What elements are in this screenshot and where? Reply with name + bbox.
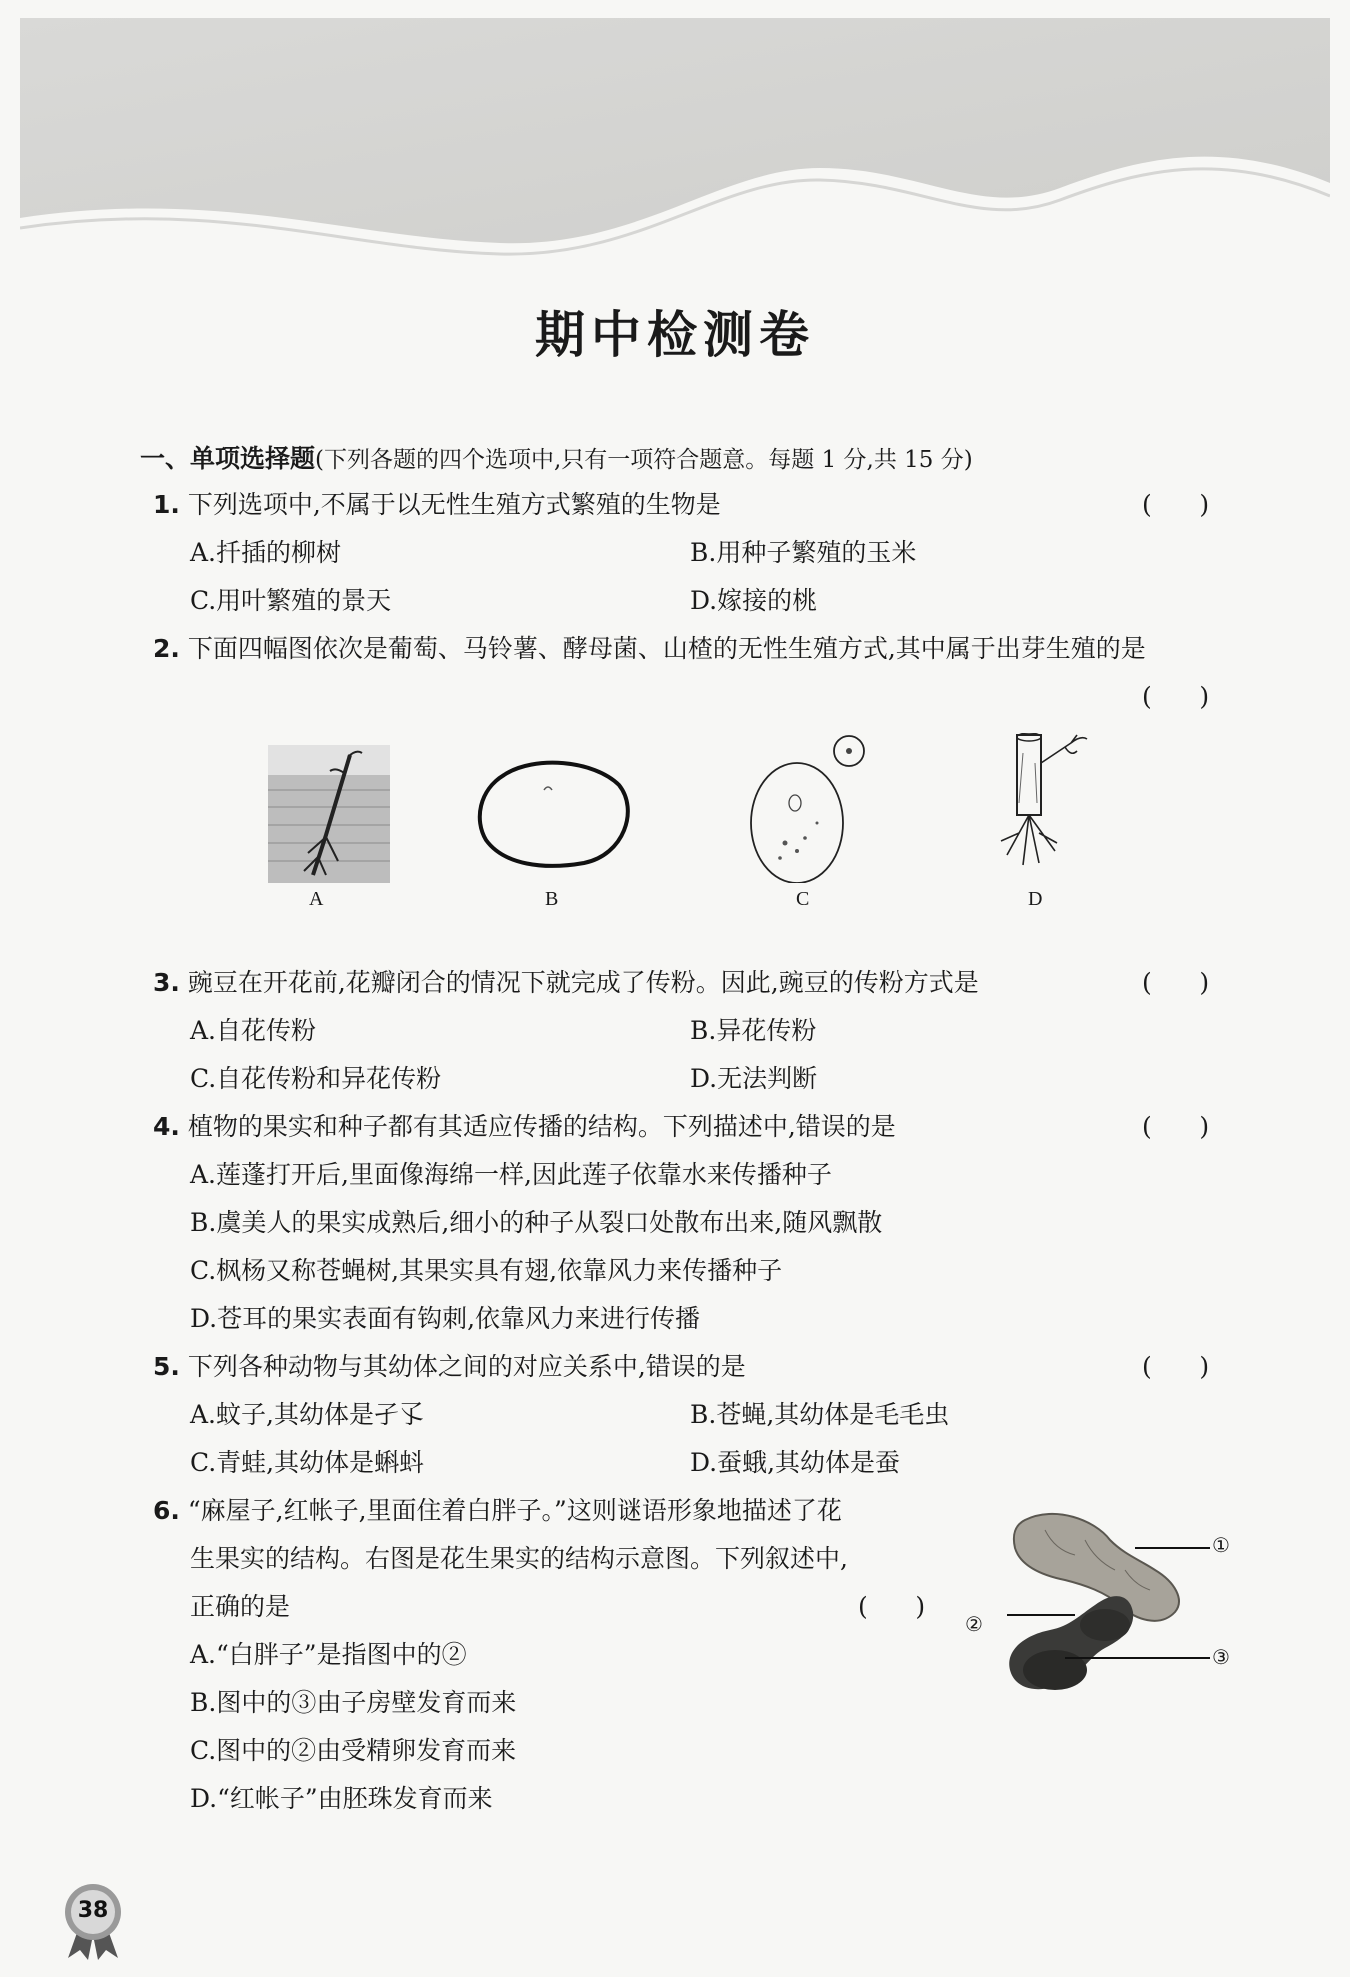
peanut-label-2: ② [965,1614,983,1636]
option-d: D.蚕蛾,其幼体是蚕 [690,1448,901,1477]
answer-paren: ( ) [1142,1352,1210,1381]
option-a: A.扦插的柳树 [190,538,342,567]
option-c: C.图中的②由受精卵发育而来 [190,1736,517,1765]
potato-figure [474,755,634,870]
option-c: C.青蛙,其幼体是蝌蚪 [190,1448,425,1477]
option-d: D.嫁接的桃 [690,586,818,615]
question-number: 5. [153,1352,180,1381]
option-b: B.虞美人的果实成熟后,细小的种子从裂口处散布出来,随风飘散 [190,1208,883,1237]
question-number: 2. [153,634,180,663]
option-c: C.自花传粉和异花传粉 [190,1064,442,1093]
yeast-budding-figure [745,733,875,883]
question-3 [153,968,979,998]
question-stem-line-3: 正确的是 [190,1592,291,1621]
question-stem: 下面四幅图依次是葡萄、马铃薯、酵母菌、山楂的无性生殖方式,其中属于出芽生殖的是 [187,634,1146,663]
answer-paren: ( ) [1142,682,1210,711]
question-stem: 下列选项中,不属于以无性生殖方式繁殖的生物是 [187,490,721,519]
question-stem: 植物的果实和种子都有其适应传播的结构。下列描述中,错误的是 [187,1112,896,1141]
option-b: B.苍蝇,其幼体是毛毛虫 [690,1400,950,1429]
option-a: A.“白胖子”是指图中的② [190,1640,467,1669]
question-2 [153,634,1146,664]
section-heading [140,444,973,475]
question-1 [153,490,721,520]
figure-label-b: B [545,888,559,910]
page-number: 38 [77,1898,109,1923]
figure-label-c: C [796,888,810,910]
figure-label-a: A [309,888,324,910]
answer-paren: ( ) [1142,1112,1210,1141]
question-number: 3. [153,968,180,997]
peanut-label-1: ① [1212,1535,1230,1557]
question-number: 4. [153,1112,180,1141]
option-a: A.蚊子,其幼体是孑孓 [190,1400,424,1429]
option-a: A.莲蓬打开后,里面像海绵一样,因此莲子依靠水来传播种子 [190,1160,832,1189]
option-d: D.无法判断 [690,1064,818,1093]
header-decoration [20,18,1330,278]
figure-label-d: D [1028,888,1043,910]
section-instructions: (下列各题的四个选项中,只有一项符合题意。每题 1 分,共 15 分) [315,447,973,473]
hawthorn-grafting-figure [995,733,1105,883]
option-c: C.枫杨又称苍蝇树,其果实具有翅,依靠风力来传播种子 [190,1256,783,1285]
question-5 [153,1352,746,1382]
answer-paren: ( ) [1142,968,1210,997]
option-b: B.图中的③由子房壁发育而来 [190,1688,517,1717]
option-d: D.苍耳的果实表面有钩刺,依靠风力来进行传播 [190,1304,701,1333]
peanut-label-3: ③ [1212,1647,1230,1669]
question-number: 1. [153,490,180,519]
question-6 [153,1496,842,1526]
grape-cutting-figure [268,745,390,883]
answer-paren: ( ) [858,1592,926,1621]
answer-paren: ( ) [1142,490,1210,519]
question-stem: 下列各种动物与其幼体之间的对应关系中,错误的是 [187,1352,746,1381]
question-stem-line-1: “麻屋子,红帐子,里面住着白胖子。”这则谜语形象地描述了花 [187,1496,842,1525]
question-stem-line-2: 生果实的结构。右图是花生果实的结构示意图。下列叙述中, [190,1544,848,1573]
page-title: 期中检测卷 [535,306,815,364]
option-d: D.“红帐子”由胚珠发育而来 [190,1784,493,1813]
question-number: 6. [153,1496,180,1525]
peanut-structure-figure [955,1500,1255,1730]
option-c: C.用叶繁殖的景天 [190,586,392,615]
section-title: 一、单项选择题 [140,444,316,473]
option-b: B.异花传粉 [690,1016,817,1045]
option-b: B.用种子繁殖的玉米 [690,538,917,567]
option-a: A.自花传粉 [190,1016,317,1045]
question-stem: 豌豆在开花前,花瓣闭合的情况下就完成了传粉。因此,豌豆的传粉方式是 [187,968,979,997]
question-4 [153,1112,896,1142]
